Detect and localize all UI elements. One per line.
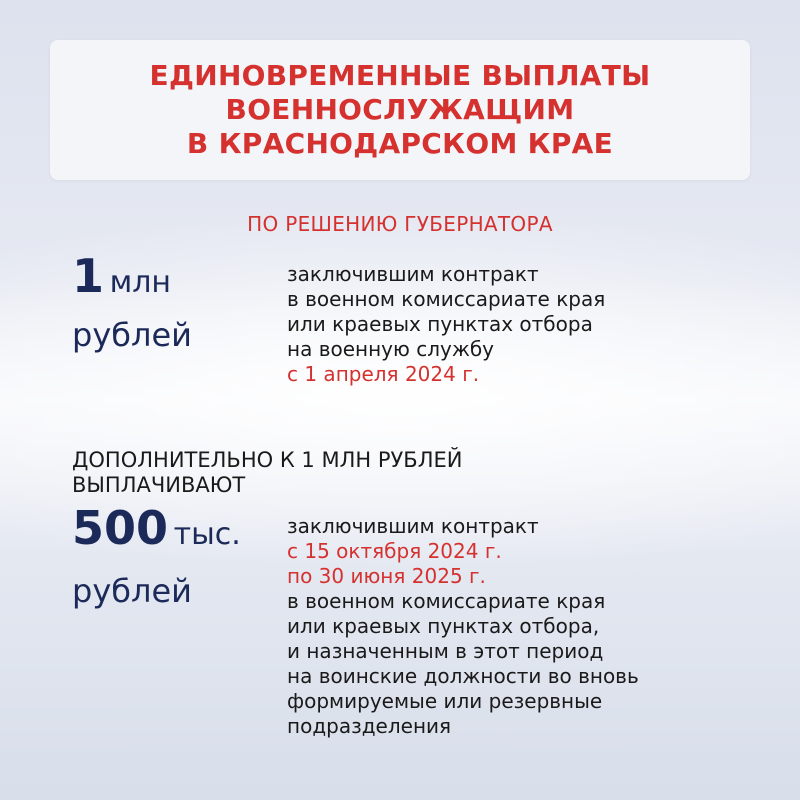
title-line-3: В КРАСНОДАРСКОМ КРАЕ [186,127,614,160]
payment-1-currency: рублей [72,316,192,354]
payment-1-line: заключившим контракт [287,262,539,286]
payment-2-currency: рублей [72,572,192,610]
title-line-1: ЕДИНОВРЕМЕННЫЕ ВЫПЛАТЫ [149,59,651,92]
extra-heading [72,448,462,498]
payment-1-amount [72,249,192,359]
subheading: ПО РЕШЕНИЮ ГУБЕРНАТОРА [247,212,553,236]
extra-heading-line-2: ВЫПЛАЧИВАЮТ [72,473,246,497]
payment-2-number: 500 [72,501,169,555]
payment-1-line: на военную службу [287,337,495,361]
payment-1-line: или краевых пунктах отбора [287,312,593,336]
payment-2-description [287,514,639,739]
payment-2-line: на воинские должности во вновь [287,664,639,688]
extra-heading-line-1: ДОПОЛНИТЕЛЬНО К 1 МЛН РУБЛЕЙ [72,448,463,472]
title-card [50,40,750,180]
payment-1-date: с 1 апреля 2024 г. [287,362,480,386]
payment-2-line: и назначенным в этот период [287,639,604,663]
payment-1-line: в военном комиссариате края [287,287,606,311]
payment-2-line: в военном комиссариате края [287,589,606,613]
payment-2-line: или краевых пунктах отбора, [287,614,600,638]
payment-1-unit: млн [109,265,172,300]
payment-1-number: 1 [72,249,105,303]
payment-1-description [287,262,605,387]
title-line-2: ВОЕННОСЛУЖАЩИМ [225,93,575,126]
payment-2-line: подразделения [287,714,452,738]
payment-2-line: заключившим контракт [287,514,539,538]
payment-2-date-from: с 15 октября 2024 г. [287,539,502,563]
payment-2-amount [72,502,241,617]
payment-2-line: формируемые или резервные [287,689,603,713]
payment-2-date-to: по 30 июня 2025 г. [287,564,486,588]
payment-2-unit: тыс. [173,517,241,552]
